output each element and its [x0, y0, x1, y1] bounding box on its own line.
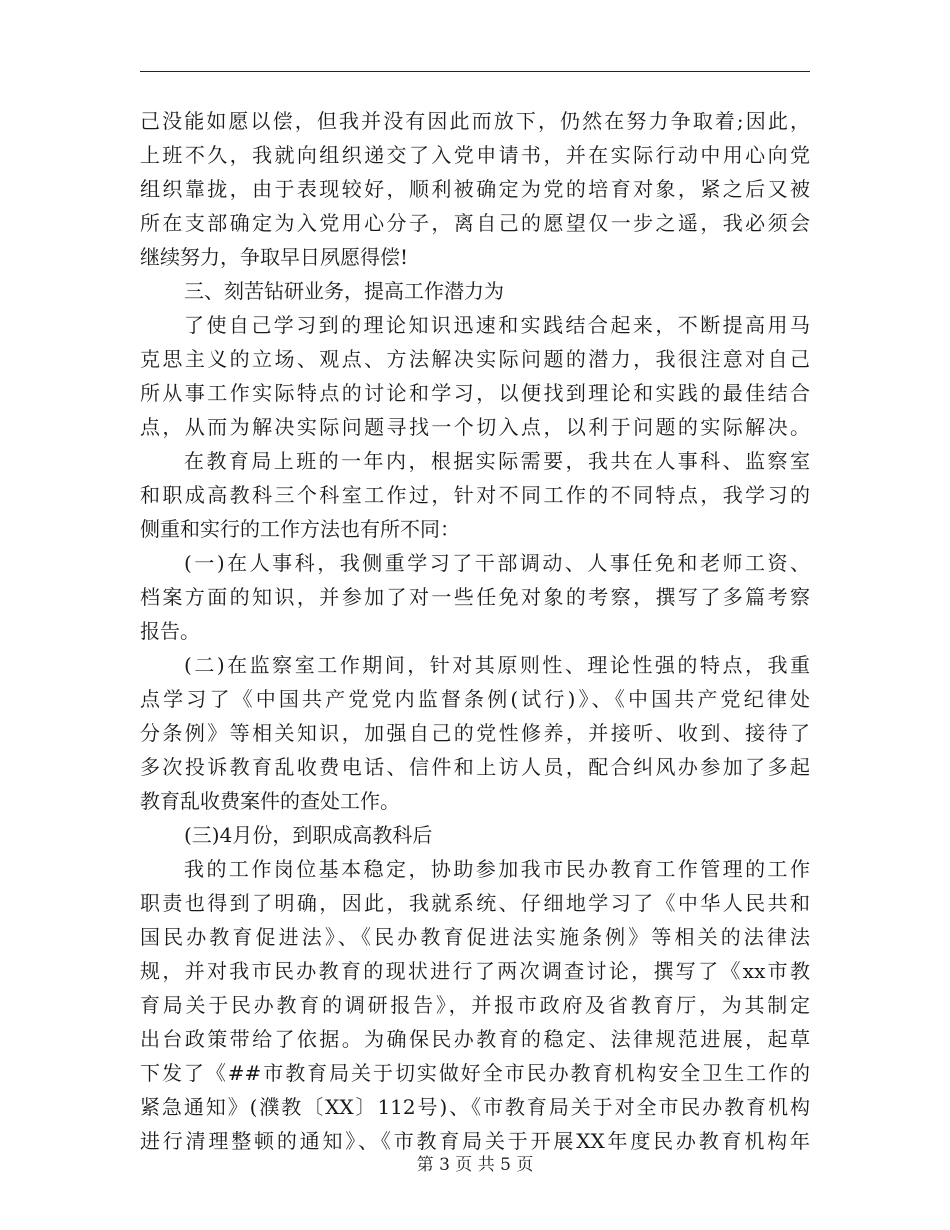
text-line: 档案方面的知识，并参加了对一些任免对象的考察，撰写了多篇考察: [140, 585, 810, 609]
text-line: 所从事工作实际特点的讨论和学习，以便找到理论和实践的最佳结合: [140, 381, 810, 405]
text-line: 了使自己学习到的理论知识迅速和实践结合起来，不断提高用马: [184, 313, 810, 337]
text-line: 我的工作岗位基本稳定，协助参加我市民办教育工作管理的工作: [184, 857, 810, 881]
text-line: 己没能如愿以偿，但我并没有因此而放下，仍然在努力争取着;因此，: [140, 109, 810, 133]
text-line: 点学习了《中国共产党党内监督条例(试行)》、《中国共产党纪律处: [140, 687, 810, 711]
text-line: 在教育局上班的一年内，根据实际需要，我共在人事科、监察室: [184, 449, 810, 473]
text-line: 和职成高教科三个科室工作过，针对不同工作的不同特点，我学习的: [140, 483, 810, 507]
text-line: 分条例》等相关知识，加强自己的党性修养，并接听、收到、接待了: [140, 721, 810, 745]
text-line: 紧急通知》(濮教〔XX〕112号)、《市教育局关于对全市民办教育机构: [140, 1095, 810, 1119]
page-number-footer: 第 3 页 共 5 页: [416, 1155, 534, 1175]
text-line: 继续努力，争取早日夙愿得偿!: [140, 245, 409, 269]
document-body: [140, 104, 810, 1158]
text-line: 规，并对我市民办教育的现状进行了两次调查讨论，撰写了《xx市教: [140, 959, 810, 983]
text-line: 三、刻苦钻研业务，提高工作潜力为: [184, 279, 504, 303]
text-line: 出台政策带给了依据。为确保民办教育的稳定、法律规范进展，起草: [140, 1027, 810, 1051]
text-line: 下发了《##市教育局关于切实做好全市民办教育机构安全卫生工作的: [140, 1061, 810, 1085]
text-line: 侧重和实行的工作方法也有所不同：: [140, 517, 460, 541]
text-line: 育局关于民办教育的调研报告》，并报市政府及省教育厅，为其制定: [140, 993, 810, 1017]
text-line: 点，从而为解决实际问题寻找一个切入点，以利于问题的实际解决。: [140, 415, 810, 439]
text-line: (二)在监察室工作期间，针对其原则性、理论性强的特点，我重: [184, 653, 810, 677]
text-line: 职责也得到了明确，因此，我就系统、仔细地学习了《中华人民共和: [140, 891, 810, 915]
text-line: 多次投诉教育乱收费电话、信件和上访人员，配合纠风办参加了多起: [140, 755, 810, 779]
text-line: 所在支部确定为入党用心分子，离自己的愿望仅一步之遥，我必须会: [140, 211, 810, 235]
header-rule: [140, 71, 810, 72]
text-line: 进行清理整顿的通知》、《市教育局关于开展XX年度民办教育机构年: [140, 1129, 810, 1153]
text-line: 上班不久，我就向组织递交了入党申请书，并在实际行动中用心向党: [140, 143, 810, 167]
text-line: 国民办教育促进法》、《民办教育促进法实施条例》等相关的法律法: [140, 925, 810, 949]
text-line: 组织靠拢，由于表现较好，顺利被确定为党的培育对象，紧之后又被: [140, 177, 810, 201]
text-line: (一)在人事科，我侧重学习了干部调动、人事任免和老师工资、: [184, 551, 810, 575]
text-line: (三)4月份，到职成高教科后: [184, 823, 433, 847]
text-line: 克思主义的立场、观点、方法解决实际问题的潜力，我很注意对自己: [140, 347, 810, 371]
text-line: 教育乱收费案件的查处工作。: [140, 789, 400, 813]
text-line: 报告。: [140, 619, 200, 643]
